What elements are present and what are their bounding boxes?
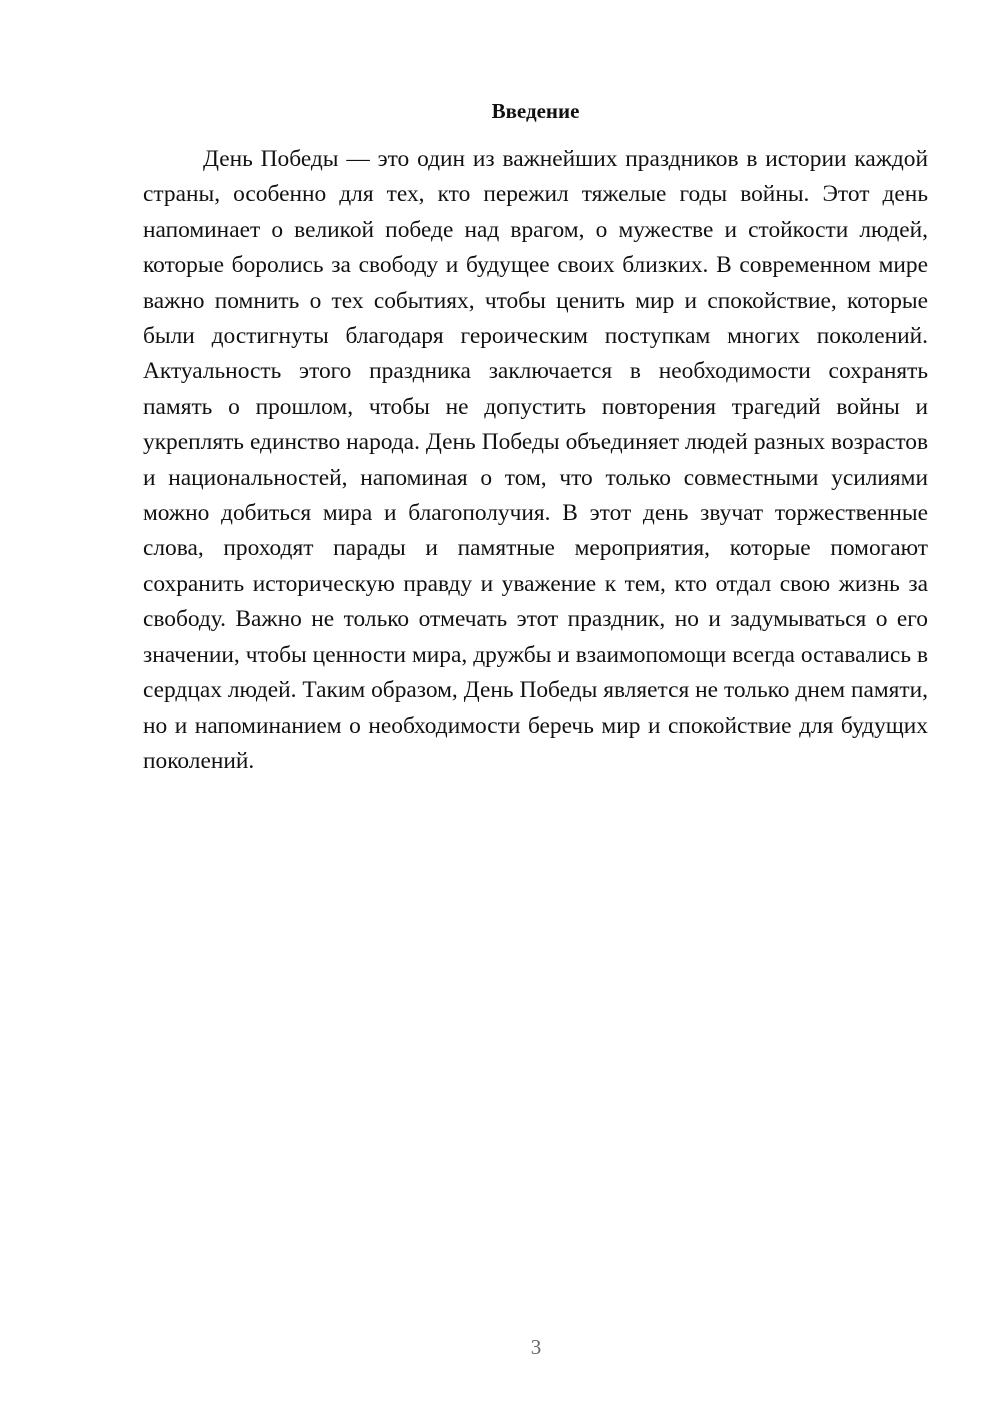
- section-title: Введение: [491, 99, 580, 123]
- body-paragraph: День Победы — это один из важнейших праздников в истории каждой страны, особенно для тех, кто пережил тяжелые годы войны. Этот день напоминает о великой победе над врагом, о мужестве и стойкости людей, которые боролись за свободу и будущее своих близких. В современном мире важно помнить о тех событиях, чтобы ценить мир и спокойствие, которые были достигнуты благодаря героическим поступкам многих поколений. Актуальность этого праздника заключается в необходимости сохранять память о прошлом, чтобы не допустить повторения трагедий войны и укреплять единство народа. День Победы объединяет людей разных возрастов и национальностей, напоминая о том, что только совместными усилиями можно добиться мира и благополучия. В этот день звучат торжественные слова, проходят парады и памятные мероприятия, которые помогают сохранить историческую правду и уважение к тем, кто отдал свою жизнь за свободу. Важно не только отмечать этот праздник, но и задумываться о его значении, чтобы ценности мира, дружбы и взаимопомощи всегда оставались в сердцах людей. Таким образом, День Победы является не только днем памяти, но и напоминанием о необходимости беречь мир и спокойствие для будущих поколений.: [143, 146, 928, 774]
- page-number: 3: [530, 1335, 542, 1359]
